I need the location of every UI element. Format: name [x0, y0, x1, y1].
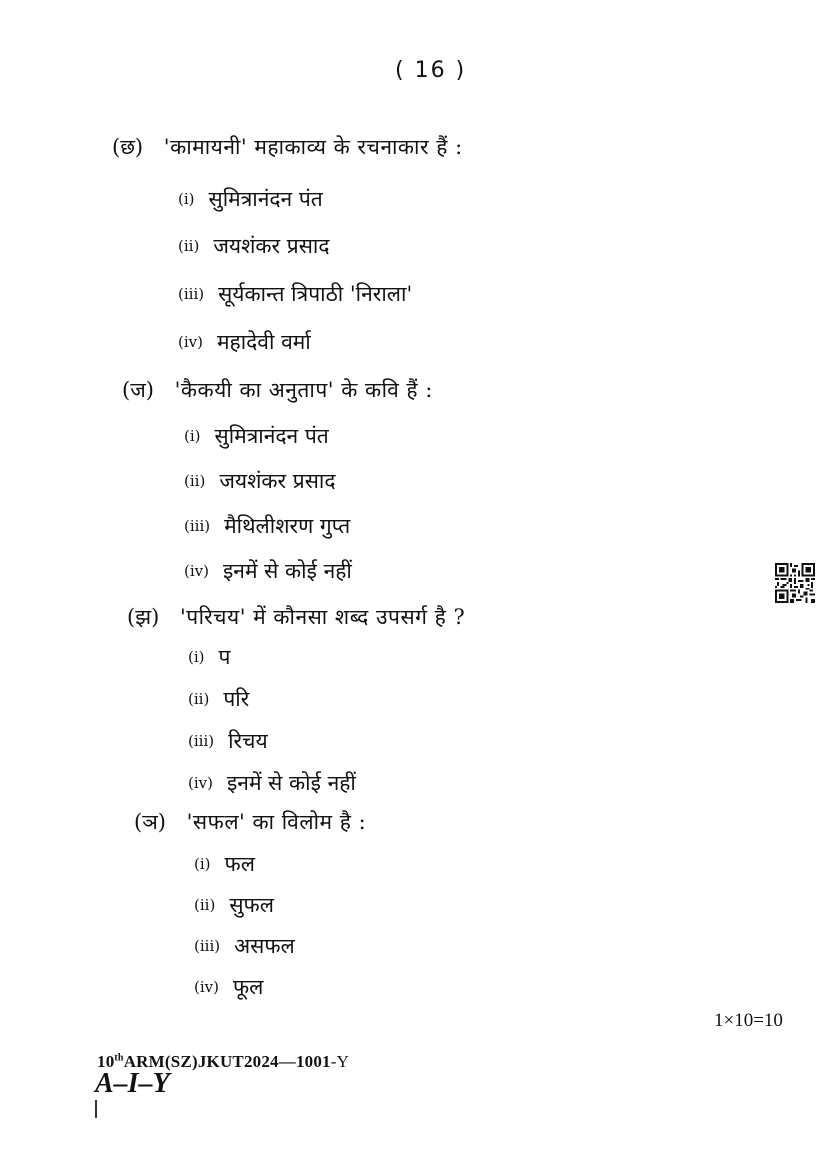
question-chha — [112, 133, 463, 161]
option-item — [178, 185, 323, 213]
option-text: फूल — [232, 975, 264, 999]
option-number: (ii) — [178, 237, 200, 255]
option-item — [188, 685, 249, 713]
qr-code-icon — [775, 563, 815, 603]
option-item — [194, 932, 295, 960]
option-text: सूर्यकान्त त्रिपाठी 'निराला' — [218, 282, 413, 306]
option-number: (iii) — [194, 937, 221, 955]
option-text: असफल — [234, 934, 295, 958]
question-label: (छ) — [112, 135, 144, 159]
option-text: इनमें से कोई नहीं — [222, 559, 352, 583]
question-label: (झ) — [127, 605, 160, 629]
option-text: सुमित्रानंदन पंत — [214, 424, 329, 448]
option-number: (iv) — [188, 774, 213, 792]
option-item — [184, 422, 329, 450]
question-label: (ज) — [122, 378, 154, 402]
option-text: फल — [224, 852, 255, 876]
question-nya — [134, 808, 366, 836]
option-number: (i) — [184, 427, 201, 445]
option-number: (iii) — [178, 285, 205, 303]
question-label: (ञ) — [134, 810, 166, 834]
option-item — [194, 973, 263, 1001]
option-text: जयशंकर प्रसाद — [213, 234, 330, 258]
option-item — [184, 512, 350, 540]
option-text: प — [218, 645, 231, 669]
option-item — [194, 850, 255, 878]
question-text: 'परिचय' में कौनसा शब्द उपसर्ग है ? — [179, 605, 466, 629]
option-number: (iv) — [194, 978, 219, 996]
option-item — [184, 467, 335, 495]
question-text: 'कैकयी का अनुताप' के कवि हैं : — [174, 378, 433, 402]
option-item — [188, 643, 230, 671]
option-item — [178, 232, 329, 260]
question-text: 'सफल' का विलोम है : — [186, 810, 367, 834]
option-text: जयशंकर प्रसाद — [219, 469, 336, 493]
option-item — [178, 328, 311, 356]
option-number: (i) — [188, 648, 205, 666]
option-number: (i) — [178, 190, 195, 208]
paper-set-id: A–I–Y — [95, 1068, 170, 1099]
option-text: महादेवी वर्मा — [216, 330, 311, 354]
option-item — [184, 557, 352, 585]
scan-artifact — [95, 1100, 97, 1118]
paper-code-sup: th — [114, 1052, 124, 1064]
option-item — [188, 727, 268, 755]
option-text: सुफल — [229, 893, 274, 917]
option-number: (i) — [194, 855, 211, 873]
paper-code-tail: -Y — [330, 1052, 350, 1071]
option-text: सुमित्रानंदन पंत — [208, 187, 323, 211]
marks-allocation: 1×10=10 — [714, 1010, 783, 1031]
option-number: (ii) — [188, 690, 210, 708]
option-number: (iv) — [178, 333, 203, 351]
question-text: 'कामायनी' महाकाव्य के रचनाकार हैं : — [163, 135, 463, 159]
question-jha — [127, 603, 465, 631]
paper-code-prefix: 10 — [97, 1052, 115, 1071]
option-number: (iii) — [184, 517, 211, 535]
option-text: मैथिलीशरण गुप्त — [224, 514, 351, 538]
option-number: (iv) — [184, 562, 209, 580]
option-number: (iii) — [188, 732, 215, 750]
option-text: परि — [223, 687, 250, 711]
option-number: (ii) — [194, 896, 216, 914]
paper-code-main: ARM(SZ)JKUT2024—1001 — [123, 1052, 331, 1071]
page-number: ( 16 ) — [395, 58, 467, 83]
option-text: रिचय — [228, 729, 268, 753]
question-ja — [122, 376, 433, 404]
option-text: इनमें से कोई नहीं — [226, 771, 356, 795]
option-item — [178, 280, 412, 308]
option-item — [194, 891, 274, 919]
option-item — [188, 769, 356, 797]
option-number: (ii) — [184, 472, 206, 490]
